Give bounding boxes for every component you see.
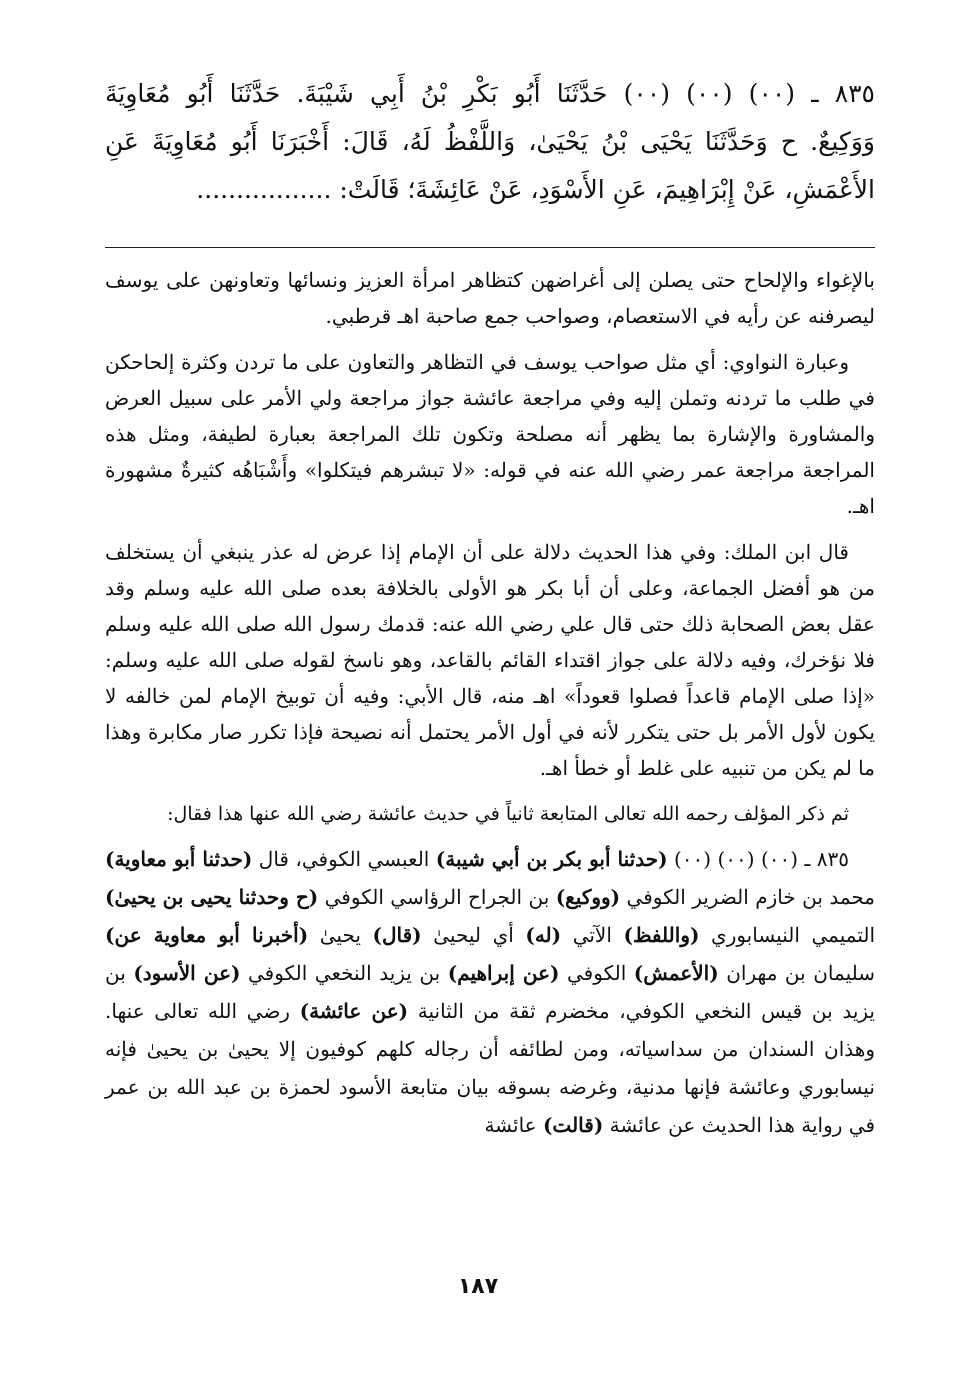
chain-quote-4: (ح وحدثنا يحيى بن يحيىٰ) <box>105 885 319 909</box>
continuation-dots: ................. <box>196 175 332 204</box>
chain-text-12: بن يزيد بن قيس النخعي الكوفي، مخضرم ثقة من الثانية <box>105 961 875 1023</box>
chain-quote-10: (عن إبراهيم) <box>447 961 560 985</box>
chain-quote-6: (له) <box>525 923 562 947</box>
hadith-line-3-text: الأَعْمَشِ، عَنْ إِبْرَاهِيمَ، عَنِ الأَسْوَدِ، عَنْ عَائِشَةَ؛ قَالَتْ: <box>339 175 875 204</box>
chain-text-7: أي ليحيىٰ <box>421 923 526 947</box>
chain-text-10: الكوفي <box>559 961 634 985</box>
chain-text-1: ٨٣٥ ـ (٠٠) (٠٠) (٠٠) <box>667 847 849 871</box>
chain-text-11: بن يزيد النخعي الكوفي <box>240 961 448 985</box>
chain-text-5: التميمي النيسابوري <box>699 923 876 947</box>
hadith-line-3 <box>105 166 875 214</box>
chain-text-13: رضي الله تعالى عنها. وهذان السندان من سداسياته، ومن لطائفه أن رجاله كلهم كوفيون إلا يحيىٰ بن يحيىٰ فإنه نيسابوري وعائشة فإنها مدنية، وغرضه بسوقه بيان متابعة الأسود لحمزة بن عبد الله بن عمر في رواية هذا الحديث عن عائشة <box>105 999 875 1137</box>
chain-quote-11: (عن الأسود) <box>133 961 241 985</box>
chain-text-6: الآتي <box>561 923 624 947</box>
hadith-line-1: ٨٣٥ ـ (٠٠) (٠٠) (٠٠) حَدَّثَنَا أَبُو بَكْرِ بْنُ أَبِي شَيْبَةَ. حَدَّثَنَا أَبُو مُعَاوِيَةَ <box>105 79 875 108</box>
chain-quote-1: (حدثنا أبو بكر بن أبي شيبة) <box>435 847 668 871</box>
chain-quote-2: (حدثنا أبو معاوية) <box>105 847 253 871</box>
commentary-paragraph-2: وعبارة النواوي: أي مثل صواحب يوسف في التظاهر والتعاون على ما تردن وكثرة إلحاحكن في طلب ما تردنه وتملن إليه وفي مراجعة عائشة جواز مراجعة ولي الأمر على سبيل العرض والمشاورة والإشارة بما يظهر أنه مصلحة وتكون تلك المراجعة بعبارة لطيفة، ومثل هذه المراجعة مراجعة عمر رضي الله عنه في قوله: «لا تبشرهم فيتكلوا» وأَشْبَاهُه كثيرةٌ مشهورة اهـ. <box>105 350 875 518</box>
commentary-transition-note: ثم ذكر المؤلف رحمه الله تعالى المتابعة ثانياً في حديث عائشة رضي الله عنها هذا فقال: <box>167 803 849 825</box>
chain-text-8: يحيىٰ <box>308 923 373 947</box>
chain-explanation-paragraph <box>105 840 875 1144</box>
chain-text-14: عائشة <box>484 1113 543 1137</box>
hadith-text <box>105 70 875 214</box>
commentary-paragraph-1: بالإغواء والإلحاح حتى يصلن إلى أغراضهن كتظاهر امرأة العزيز ونسائها وتعاونهن على يوسف ليصرفنه عن رأيه في الاستعصام، وصواحب جمع صاحبة اهـ قرطبي. <box>105 268 875 328</box>
chain-quote-5: (واللفظ) <box>623 923 700 947</box>
chain-quote-12: (عن عائشة) <box>299 999 409 1023</box>
hadith-block <box>105 70 875 214</box>
chain-text-3: محمد بن خازم الضرير الكوفي <box>620 885 876 909</box>
page-number: ١٨٧ <box>457 1274 499 1299</box>
chain-text-4: بن الجراح الرؤاسي الكوفي <box>318 885 556 909</box>
chain-text-2: العبسي الكوفي، قال <box>252 847 436 871</box>
commentary-block <box>105 262 875 1154</box>
chain-quote-13: (قالت) <box>542 1113 604 1137</box>
commentary-paragraph-3: قال ابن الملك: وفي هذا الحديث دلالة على أن الإمام إذا عرض له عذر ينبغي أن يستخلف من هو أفضل الجماعة، وعلى أن أبا بكر هو الأولى بالخلافة بعده صلى الله عليه وسلم وقد عقل بعض الصحابة ذلك حتى قال علي رضي الله عنه: قدمك رسول الله صلى الله عليه وسلم فلا نؤخرك، وفيه دلالة على جواز اقتداء القائم بالقاعد، وهو ناسخ لقوله صلى الله عليه وسلم: «إذا صلى الإمام قاعداً فصلوا قعوداً» اهـ منه، قال الأبي: وفيه أن توبيخ الإمام لمن خالفه لا يكون لأول الأمر بل حتى يتكرر لأنه في أول الأمر يحتمل أنه نصيحة فإذا تكرر صار مكابرة وهذا ما لم يكن من تنبيه على غلط أو خطأ اهـ. <box>105 540 875 780</box>
footnote-divider <box>105 247 875 248</box>
chain-quote-3: (ووكيع) <box>555 885 621 909</box>
chain-text-9: سليمان بن مهران <box>718 961 875 985</box>
chain-quote-7: (قال) <box>372 923 422 947</box>
hadith-line-2: وَوَكِيعٌ. ح وَحَدَّثَنَا يَحْيَى بْنُ يَحْيَىٰ، وَاللَّفْظُ لَهُ، قَالَ: أَخْبَرَنَا أَبُو مُعَاوِيَةَ عَنِ <box>105 127 875 156</box>
chain-quote-8: (أخبرنا أبو معاوية عن) <box>105 923 309 947</box>
chain-quote-9: (الأعمش) <box>633 961 719 985</box>
